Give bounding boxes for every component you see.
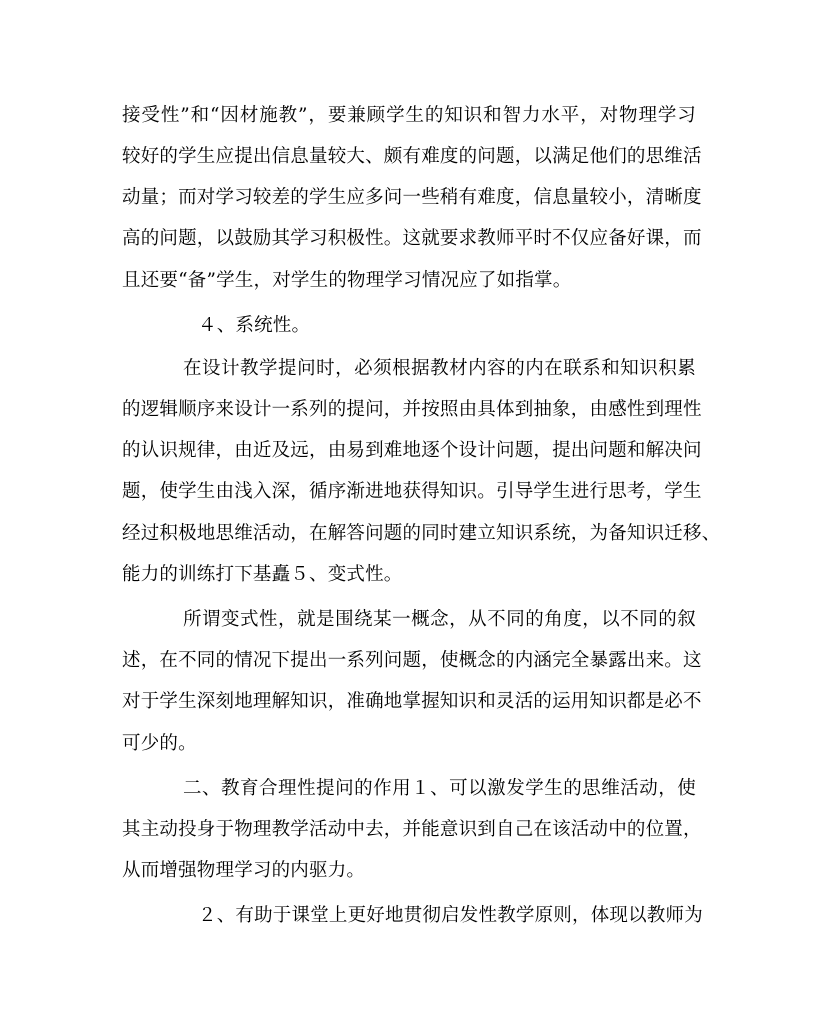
paragraph-3-line-3: 的认识规律，由近及远，由易到难地逐个设计问题，提出问题和解决问 <box>122 440 702 461</box>
paragraph-3-line-5: 经过积极地思维活动，在解答问题的同时建立知识系统，为备知识迁移、 <box>122 523 721 544</box>
paragraph-4-line-1: 所谓变式性，就是围绕某一概念，从不同的角度，以不同的叙 <box>183 609 696 630</box>
section-heading-4: ４、系统性。 <box>198 315 311 336</box>
paragraph-5-line-1: 二、教育合理性提问的作用１、可以激发学生的思维活动，使 <box>183 778 696 799</box>
paragraph-4-line-2: 述，在不同的情况下提出一系列问题，使概念的内涵完全暴露出来。这 <box>122 650 702 671</box>
paragraph-1-line-5: 且还要“备”学生，对学生的物理学习情况应了如指掌。 <box>122 270 572 291</box>
paragraph-3-line-4: 题，使学生由浅入深，循序渐进地获得知识。引导学生进行思考，学生 <box>122 481 702 502</box>
paragraph-3-line-6: 能力的训练打下基矗５、变式性。 <box>122 564 403 585</box>
paragraph-1-line-3: 动量；而对学习较差的学生应多问一些稍有难度，信息量较小，清晰度 <box>122 187 702 208</box>
paragraph-1-line-4: 高的问题，以鼓励其学习积极性。这就要求教师平时不仅应备好课，而 <box>122 228 702 249</box>
paragraph-6-line-1: ２、有助于课堂上更好地贯彻启发性教学原则，体现以教师为 <box>198 905 703 926</box>
paragraph-1-line-2: 较好的学生应提出信息量较大、颇有难度的问题，以满足他们的思维活 <box>122 146 702 167</box>
paragraph-1-line-1: 接受性”和“因材施教”，要兼顾学生的知识和智力水平，对物理学习 <box>122 105 696 126</box>
paragraph-4-line-3: 对于学生深刻地理解知识，准确地掌握知识和灵活的运用知识都是必不 <box>122 691 702 712</box>
paragraph-3-line-1: 在设计教学提问时，必须根据教材内容的内在联系和知识积累 <box>183 358 696 379</box>
paragraph-5-line-2: 其主动投身于物理教学活动中去，并能意识到自己在该活动中的位置， <box>122 819 702 840</box>
paragraph-3-line-2: 的逻辑顺序来设计一系列的提问，并按照由具体到抽象，由感性到理性 <box>122 399 702 420</box>
paragraph-4-line-4: 可少的。 <box>122 733 197 754</box>
paragraph-5-line-3: 从而增强物理学习的内驱力。 <box>122 860 366 881</box>
